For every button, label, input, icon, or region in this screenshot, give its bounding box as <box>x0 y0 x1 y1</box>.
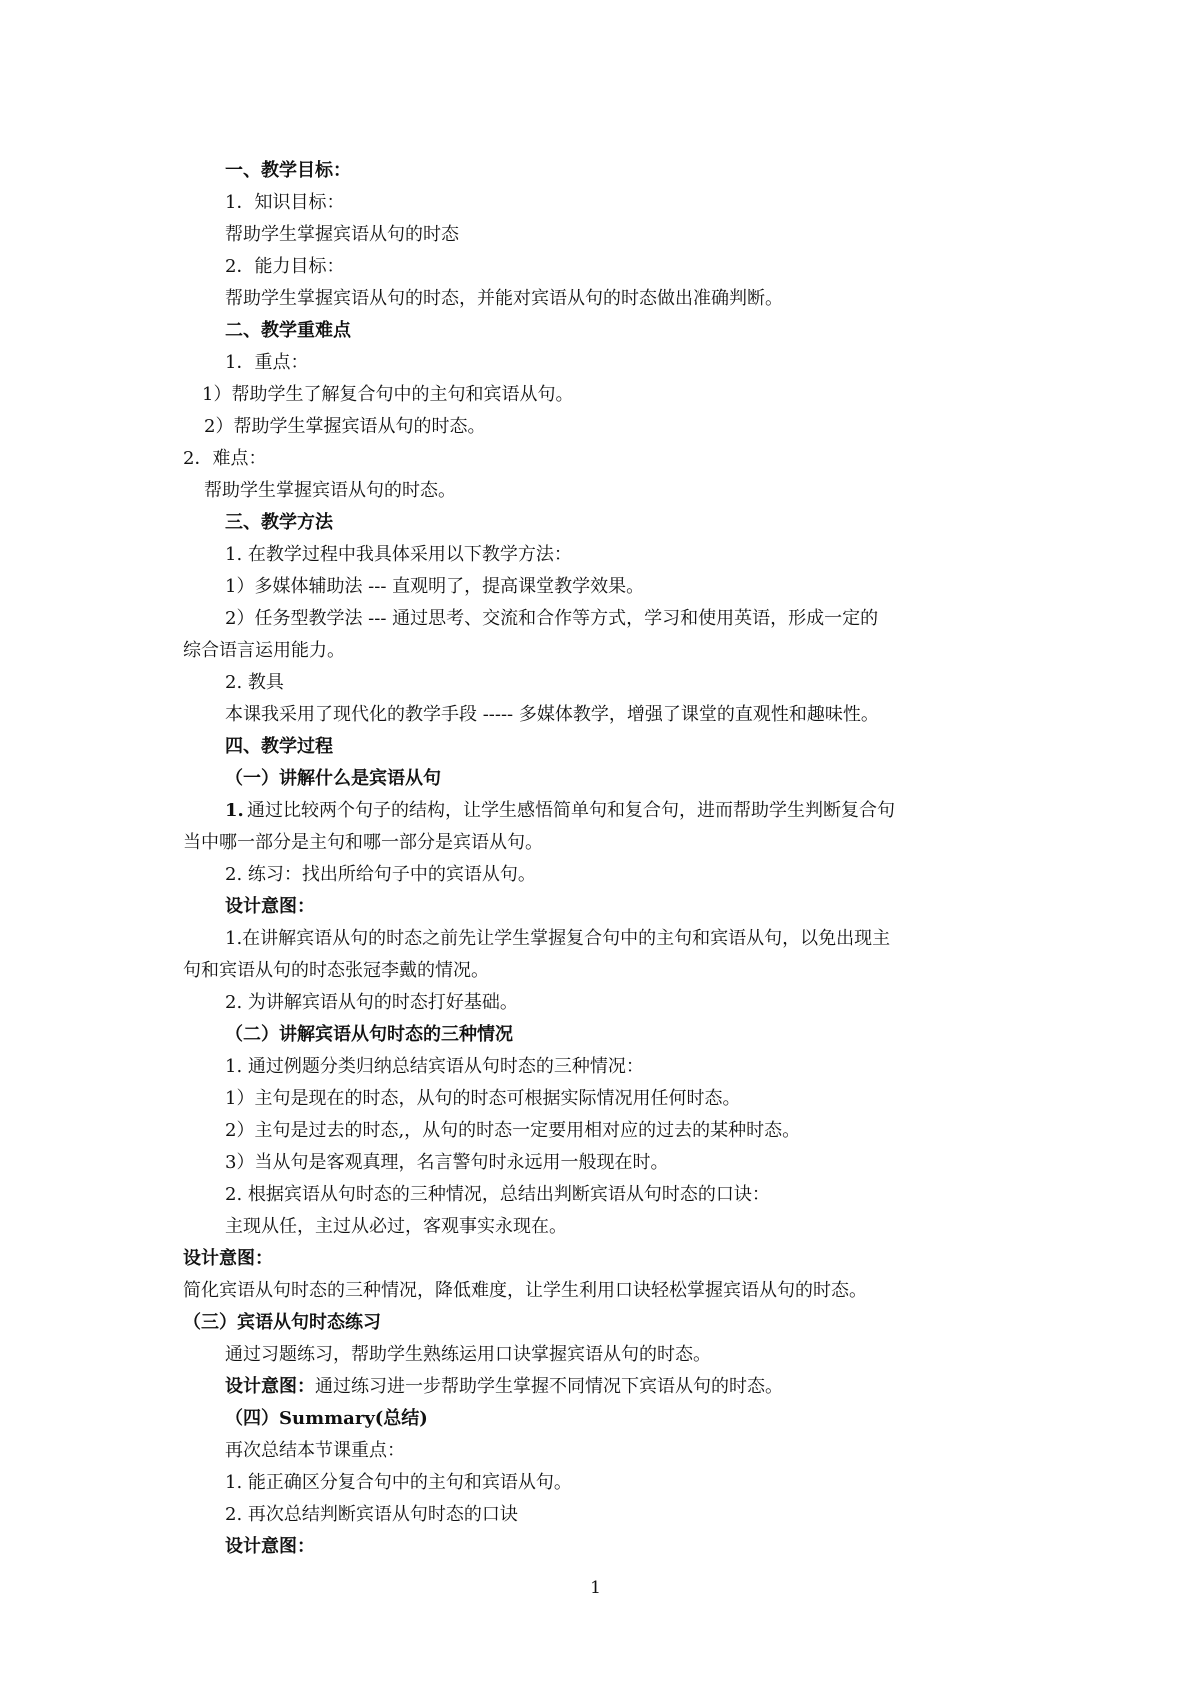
page-number: 1 <box>590 1578 601 1598</box>
list-item: 2）主句是过去的时态,，从句的时态一定要用相对应的过去的某种时态。 <box>225 1120 801 1141</box>
list-item: 2）帮助学生掌握宾语从句的时态。 <box>204 416 486 437</box>
list-number: 1. <box>225 800 244 821</box>
paragraph: 再次总结本节课重点： <box>225 1440 405 1461</box>
paragraph: 1. 在教学过程中我具体采用以下教学方法： <box>225 544 572 565</box>
list-item: 1. 能正确区分复合句中的主句和宾语从句。 <box>225 1472 572 1493</box>
section-heading: 一、教学目标： <box>225 160 351 181</box>
paragraph-continuation: 综合语言运用能力。 <box>183 640 345 661</box>
paragraph: 2. 练习：找出所给句子中的宾语从句。 <box>225 864 536 885</box>
paragraph: 本课我采用了现代化的教学手段 ----- 多媒体教学，增强了课堂的直观性和趣味性。 <box>225 704 879 725</box>
paragraph: 通过练习进一步帮助学生掌握不同情况下宾语从句的时态。 <box>315 1376 783 1397</box>
subsection-heading: （三）宾语从句时态练习 <box>183 1312 381 1333</box>
subheading: 1．重点： <box>225 352 309 373</box>
list-item: 1）主句是现在的时态，从句的时态可根据实际情况用任何时态。 <box>225 1088 741 1109</box>
design-intent-label: 设计意图： <box>225 1536 315 1557</box>
paragraph: 帮助学生掌握宾语从句的时态，并能对宾语从句的时态做出准确判断。 <box>225 288 783 309</box>
paragraph: 2. 为讲解宾语从句的时态打好基础。 <box>225 992 518 1013</box>
paragraph: 通过习题练习，帮助学生熟练运用口诀掌握宾语从句的时态。 <box>225 1344 711 1365</box>
list-item: 2）任务型教学法 --- 通过思考、交流和合作等方式，学习和使用英语，形成一定的 <box>225 608 879 629</box>
paragraph: 通过比较两个句子的结构，让学生感悟简单句和复合句，进而帮助学生判断复合句 <box>247 800 895 821</box>
paragraph-continuation: 句和宾语从句的时态张冠李戴的情况。 <box>183 960 489 981</box>
paragraph-continuation: 当中哪一部分是主句和哪一部分是宾语从句。 <box>183 832 543 853</box>
subheading: 2．能力目标： <box>225 256 345 277</box>
subsection-heading: （四）Summary(总结) <box>225 1408 428 1429</box>
list-item: 1）帮助学生了解复合句中的主句和宾语从句。 <box>202 384 574 405</box>
subheading: 2. 教具 <box>225 672 284 693</box>
mnemonic: 主现从任，主过从必过，客观事实永现在。 <box>225 1216 567 1237</box>
list-item: 2. 再次总结判断宾语从句时态的口诀 <box>225 1504 518 1525</box>
section-heading: 三、教学方法 <box>225 512 333 533</box>
paragraph: 帮助学生掌握宾语从句的时态。 <box>204 480 456 501</box>
design-intent-label: 设计意图： <box>225 1376 315 1397</box>
section-heading: 二、教学重难点 <box>225 320 351 341</box>
design-intent-label: 设计意图： <box>183 1248 273 1269</box>
list-item: 1）多媒体辅助法 --- 直观明了，提高课堂教学效果。 <box>225 576 645 597</box>
subheading: 2．难点： <box>183 448 267 469</box>
paragraph: 简化宾语从句时态的三种情况，降低难度，让学生利用口诀轻松掌握宾语从句的时态。 <box>183 1280 867 1301</box>
paragraph: 2. 根据宾语从句时态的三种情况，总结出判断宾语从句时态的口诀： <box>225 1184 770 1205</box>
list-item: 3）当从句是客观真理，名言警句时永远用一般现在时。 <box>225 1152 669 1173</box>
design-intent-label: 设计意图： <box>225 896 315 917</box>
subsection-heading: （二）讲解宾语从句时态的三种情况 <box>225 1024 513 1045</box>
subheading: 1．知识目标： <box>225 192 345 213</box>
paragraph: 1.在讲解宾语从句的时态之前先让学生掌握复合句中的主句和宾语从句，以免出现主 <box>225 928 891 949</box>
section-heading: 四、教学过程 <box>225 736 333 757</box>
paragraph: 1. 通过例题分类归纳总结宾语从句时态的三种情况： <box>225 1056 644 1077</box>
paragraph: 帮助学生掌握宾语从句的时态 <box>225 224 459 245</box>
subsection-heading: （一）讲解什么是宾语从句 <box>225 768 441 789</box>
